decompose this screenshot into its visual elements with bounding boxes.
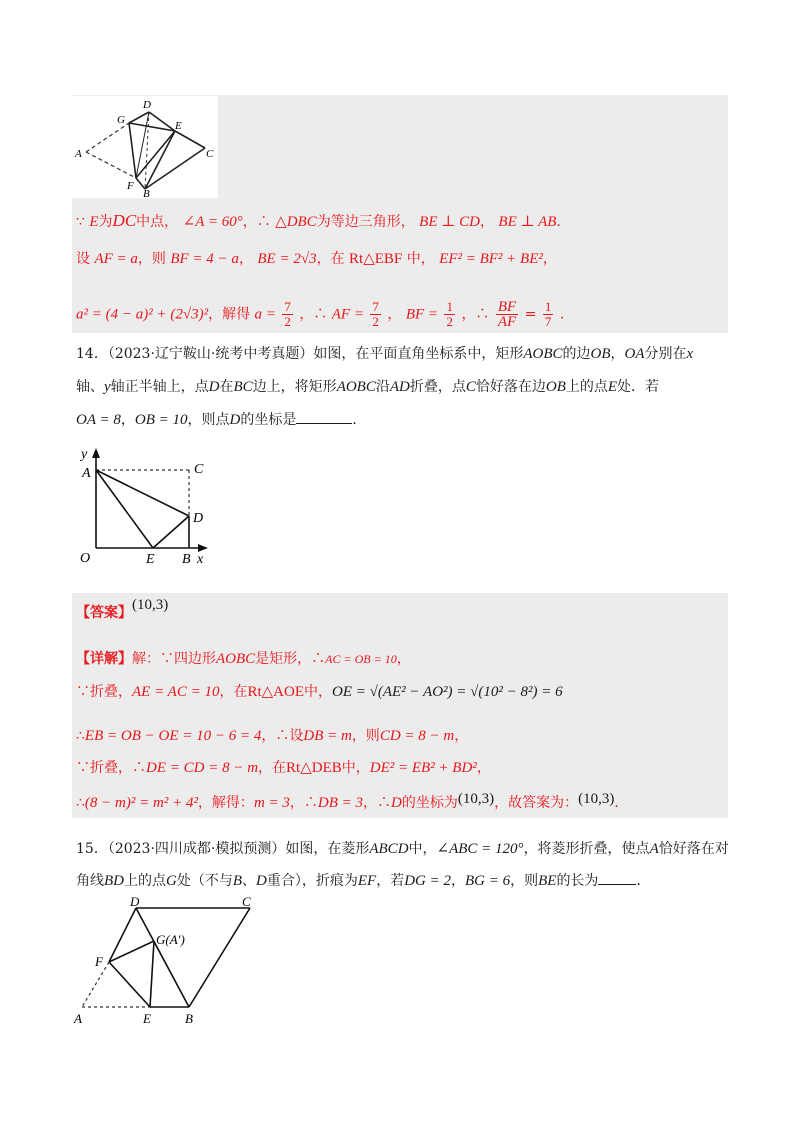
q14-line-2: 轴、y轴正半轴上，点D在BC边上，将矩形AOBC沿AD折叠，点C恰好落在边OB上的点E处．若 [76, 379, 660, 395]
top-solution-line-2: 设 AF = a，则 BF = 4 − a， BE = 2√3，在 Rt△EBF 中， EF² = BF² + BE²， [76, 251, 557, 267]
fig2-label-d: D [193, 511, 204, 526]
fraction-result: $\frac{1}{7}$ [544, 299, 552, 329]
q14-line-1: 14．（2023·辽宁鞍山·统考中考真题）如图，在平面直角坐标系中，矩形AOBC的边OB，OA分别在x [76, 346, 694, 362]
rhombus-figure [72, 896, 268, 1028]
fig1-label-d: D [143, 99, 151, 111]
fig3-label-g: G(A′) [156, 932, 185, 947]
fig3-label-f: F [95, 954, 103, 969]
top-solution-line-1: ∵ E为DC中点， ∠A = 60°，∴ △DBC为等边三角形， BE ⊥ CD， BE ⊥ AB. [76, 211, 561, 230]
fig1-label-c: C [206, 148, 214, 160]
q14-detail-5: ∴(8 − m)² = m² + 4²，解得：m = 3，∴DB = 3，∴D的坐标为(10,3)，故答案为：(10,3)． [76, 791, 629, 811]
fig1-label-a: A [75, 148, 82, 160]
fig2-label-c: C [194, 462, 204, 477]
q14-detail-1: 【详解】解：∵四边形AOBC是矩形，∴AC = OB = 10， [76, 651, 411, 667]
fig3-label-a: A [74, 1011, 82, 1026]
fig3-label-c: C [242, 896, 251, 909]
fig1-label-b: B [143, 188, 150, 198]
q14-detail-4: ∵折叠，∴DE = CD = 8 − m，在Rt△DEB中，DE² = EB² + BD²， [76, 760, 491, 776]
fig2-label-o: O [80, 551, 91, 566]
q14-detail-2: ∵折叠，AE = AC = 10，在Rt△AOE中，OE = √(AE² − AO²) = √(10² − 8²) = 6 [76, 684, 563, 700]
answer-blank-15[interactable] [598, 884, 636, 885]
fraction-ratio: $\frac{BF}{AF}$ [497, 299, 517, 330]
fig2-label-b: B [182, 552, 191, 566]
q15-line-1: 15．（2023·四川成都·模拟预测）如图，在菱形ABCD中，∠ABC = 120°，将菱形折叠，使点A恰好落在对 [76, 841, 729, 857]
fig3-label-b: B [185, 1011, 193, 1026]
q15-line-2: 角线BD上的点G处（不与B、D重合），折痕为EF，若DG = 2，BG = 6，则BE的长为 ． [76, 873, 651, 889]
fig2-label-x: x [197, 552, 204, 566]
fig3-label-e: E [143, 1011, 151, 1026]
fraction-a: $\frac{7}{2}$ [284, 299, 291, 329]
q14-line-3: OA = 8，OB = 10，则点D的坐标是 ． [76, 412, 367, 428]
fraction-bf: $\frac{1}{2}$ [446, 299, 453, 329]
fold-figure-1 [72, 96, 218, 198]
fig1-label-e: E [175, 120, 182, 132]
fig1-label-f: F [127, 180, 134, 192]
top-solution-line-3: a² = (4 − a)² + (2√3)²，解得 a = $\frac{7}{2}$ ，∴ AF = $\frac{7}{2}$ ， BF = $\frac{1}{2}$ ，∴ $\frac{BF}{AF}$ = $\frac{1}{7}$ . [76, 299, 565, 330]
fig2-label-y: y [81, 447, 88, 462]
q14-answer-block [72, 593, 728, 818]
fig2-label-e: E [146, 552, 155, 566]
fig1-label-g: G [117, 114, 125, 126]
q14-detail-3: ∴EB = OB − OE = 10 − 6 = 4，∴设DB = m，则CD = 8 − m， [76, 728, 469, 744]
answer-blank[interactable] [296, 423, 352, 424]
q14-answer: 【答案】(10,3) [76, 597, 169, 621]
fig3-label-d: D [130, 896, 140, 909]
fraction-af: $\frac{7}{2}$ [372, 299, 379, 329]
fig2-label-a: A [82, 466, 91, 481]
coordinate-figure [76, 444, 216, 566]
